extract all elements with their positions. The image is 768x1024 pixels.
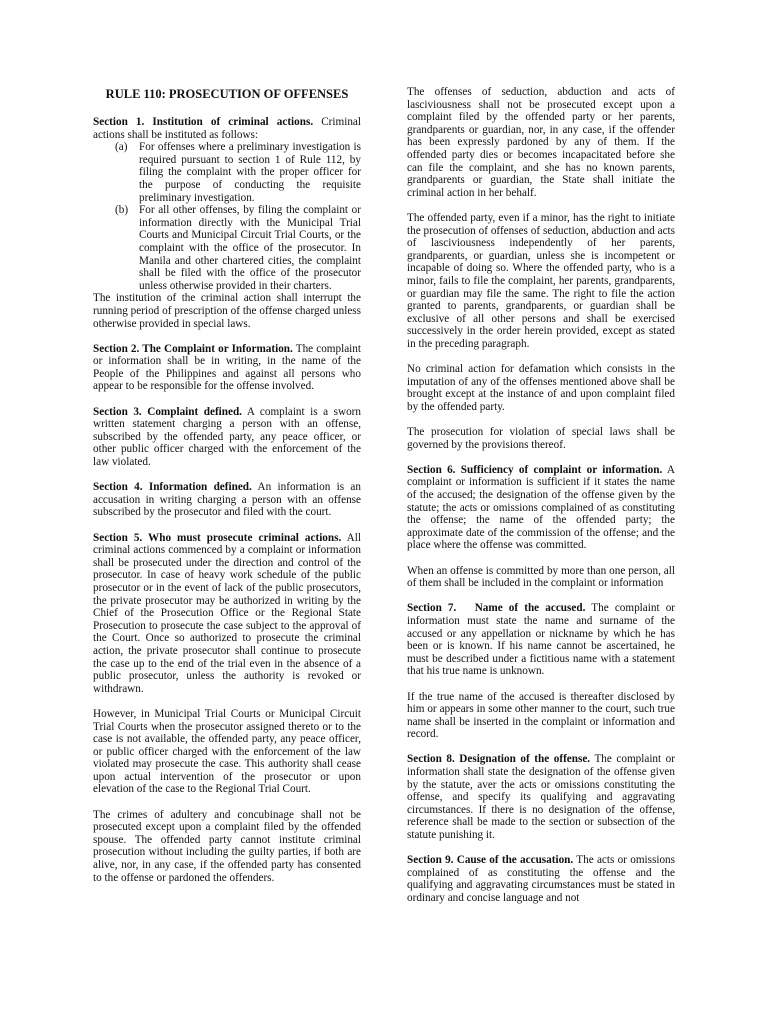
section-5-heading: Section 5. Who must prosecute criminal actions.	[93, 531, 342, 544]
section-8-text: The complaint or information shall state the designation of the offense given by the statute, aver the acts or omissions constituting the offense, and specify its qualifying and aggravating circumstances. If there is no designation of the offense, reference shall be made to the section or subsection of the statute punishing it.	[407, 753, 675, 842]
section-6-paragraph-2: When an offense is committed by more than one person, all of them shall be included in the complaint or information	[407, 564, 675, 590]
section-3	[93, 406, 361, 469]
paragraph-minor-right: The offended party, even if a minor, has the right to initiate the prosecution of offenses of seduction, abduction and acts of lasciviousness independently of her parents, grandparents, or guardian, unless she is incompetent or incapable of doing so. Where the offended party, who is a minor, fails to file the complaint, her parents, grandparents, or guardian may file the same. The right to file the action granted to parents, grandparents, or guardian shall be exclusive of all other persons and shall be exercised successively in the order herein provided, except as stated in the preceding paragraph.	[407, 211, 675, 350]
section-7-paragraph-2: If the true name of the accused is thereafter disclosed by him or appears in some other manner to the court, such true name shall be inserted in the complaint or information and record.	[407, 690, 675, 741]
section-2-text: The complaint or information shall be in writing, in the name of the People of the Philippines and against all persons who appear to be responsible for the offense involved.	[93, 342, 361, 393]
section-5	[93, 532, 361, 696]
section-7-text: The complaint or information must state the name and surname of the accused or any appellation or nickname by which he has been or is known. If his name cannot be ascertained, he must be described under a fictitious name with a statement that his true name is unknown.	[407, 602, 676, 678]
section-4	[93, 481, 361, 519]
section-7	[407, 602, 675, 678]
section-6-text: A complaint or information is sufficient if it states the name of the accused; the designation of the offense given by the statute; the acts or omissions complained of as constituting the offense; the name of the offended party; the approximate date of the commission of the offense; and the place where the offense was committed.	[407, 463, 675, 552]
section-2	[93, 343, 361, 393]
section-2-heading: Section 2. The Complaint or Information.	[93, 342, 293, 355]
section-1-heading: Section 1. Institution of criminal actions.	[93, 116, 314, 128]
section-9-heading: Section 9. Cause of the accusation.	[407, 854, 574, 867]
section-7-heading: Section 7. Name of the accused.	[407, 602, 586, 615]
section-1-list	[93, 141, 361, 292]
section-9	[407, 854, 675, 904]
section-1-closing: The institution of the criminal action shall interrupt the running period of prescription of the offense charged unless otherwise provided in special laws.	[93, 292, 361, 330]
paragraph-defamation: No criminal action for defamation which consists in the imputation of any of the offenses mentioned above shall be brought except at the instance of and upon complaint filed by the offended party.	[407, 363, 675, 413]
section-9-text: The acts or omissions complained of as constituting the offense and the qualifying and aggravating circumstances must be stated in ordinary and concise language and not	[407, 854, 675, 904]
section-5-paragraph-3: The crimes of adultery and concubinage shall not be prosecuted except upon a complaint filed by the offended spouse. The offended party cannot institute criminal prosecution without including the guilty parties, if both are alive, nor, in any case, if the offended party has consented to the offense or pardoned the offenders.	[93, 808, 361, 884]
list-item	[93, 204, 361, 292]
section-1	[93, 116, 361, 141]
paragraph-special-laws: The prosecution for violation of special laws shall be governed by the provisions thereof.	[407, 426, 675, 451]
right-column	[407, 86, 675, 917]
section-4-heading: Section 4. Information defined.	[93, 481, 252, 494]
section-6-heading: Section 6. Sufficiency of complaint or information.	[407, 463, 663, 476]
list-item	[93, 141, 361, 204]
list-item-text: For all other offenses, by filing the complaint or information directly with the Municipal Trial Courts and Municipal Circuit Trial Courts, or the complaint with the office of the prosecutor. In Manila and other chartered cities, the complaint shall be filed with the office of the prosecutor unless otherwise provided in their charters.	[139, 204, 361, 292]
section-5-text: All criminal actions commenced by a complaint or information shall be prosecuted under the direction and control of the prosecutor. In case of heavy work schedule of the public prosecutor or in the event of lack of the public prosecutors, the private prosecutor may be authorized in writing by the Chief of the Prosecution Office or the Regional State Prosecution to prosecute the case subject to the approval of the Court. Once so authorized to prosecute the criminal action, the private prosecutor shall continue to prosecute the case up to the end of the trial even in the absence of a public prosecutor, unless the authority is revoked or withdrawn.	[93, 531, 361, 695]
left-column	[93, 86, 361, 897]
section-6	[407, 464, 675, 552]
section-3-text: A complaint is a sworn written statement charging a person with an offense, subscribed by the offended party, any peace officer, or other public officer charged with the enforcement of the law violated.	[93, 405, 361, 469]
list-item-text: For offenses where a preliminary investigation is required pursuant to section 1 of Rule 112, by filing the complaint with the proper officer for the purpose of conducting the requisite preliminary investigation.	[139, 141, 361, 204]
section-5-paragraph-2: However, in Municipal Trial Courts or Municipal Circuit Trial Courts when the prosecutor assigned thereto or to the case is not available, the offended party, any peace officer, or public officer charged with the enforcement of the law violated may prosecute the case. This authority shall cease upon actual intervention of the prosecutor or upon elevation of the case to the Regional Trial Court.	[93, 707, 361, 796]
section-4-text: An information is an accusation in writing charging a person with an offense subscribed by the prosecutor and filed with the court.	[93, 481, 361, 519]
section-3-heading: Section 3. Complaint defined.	[93, 405, 242, 418]
list-item-marker: (b)	[115, 204, 129, 217]
document-title: RULE 110: PROSECUTION OF OFFENSES	[105, 87, 349, 101]
section-1-text: Criminal actions shall be instituted as follows:	[93, 116, 361, 141]
section-8-heading: Section 8. Designation of the offense.	[407, 753, 591, 766]
section-8	[407, 753, 675, 841]
list-item-marker: (a)	[115, 141, 128, 154]
paragraph-seduction: The offenses of seduction, abduction and acts of lasciviousness shall not be prosecuted except upon a complaint filed by the offended party or her parents, grandparents or guardian, nor, in any case, if the offender has been expressly pardoned by any of them. If the offended party dies or becomes incapacitated before she can file the complaint, and she has no known parents, grandparents or guardian, the State shall initiate the criminal action in her behalf.	[407, 86, 675, 199]
